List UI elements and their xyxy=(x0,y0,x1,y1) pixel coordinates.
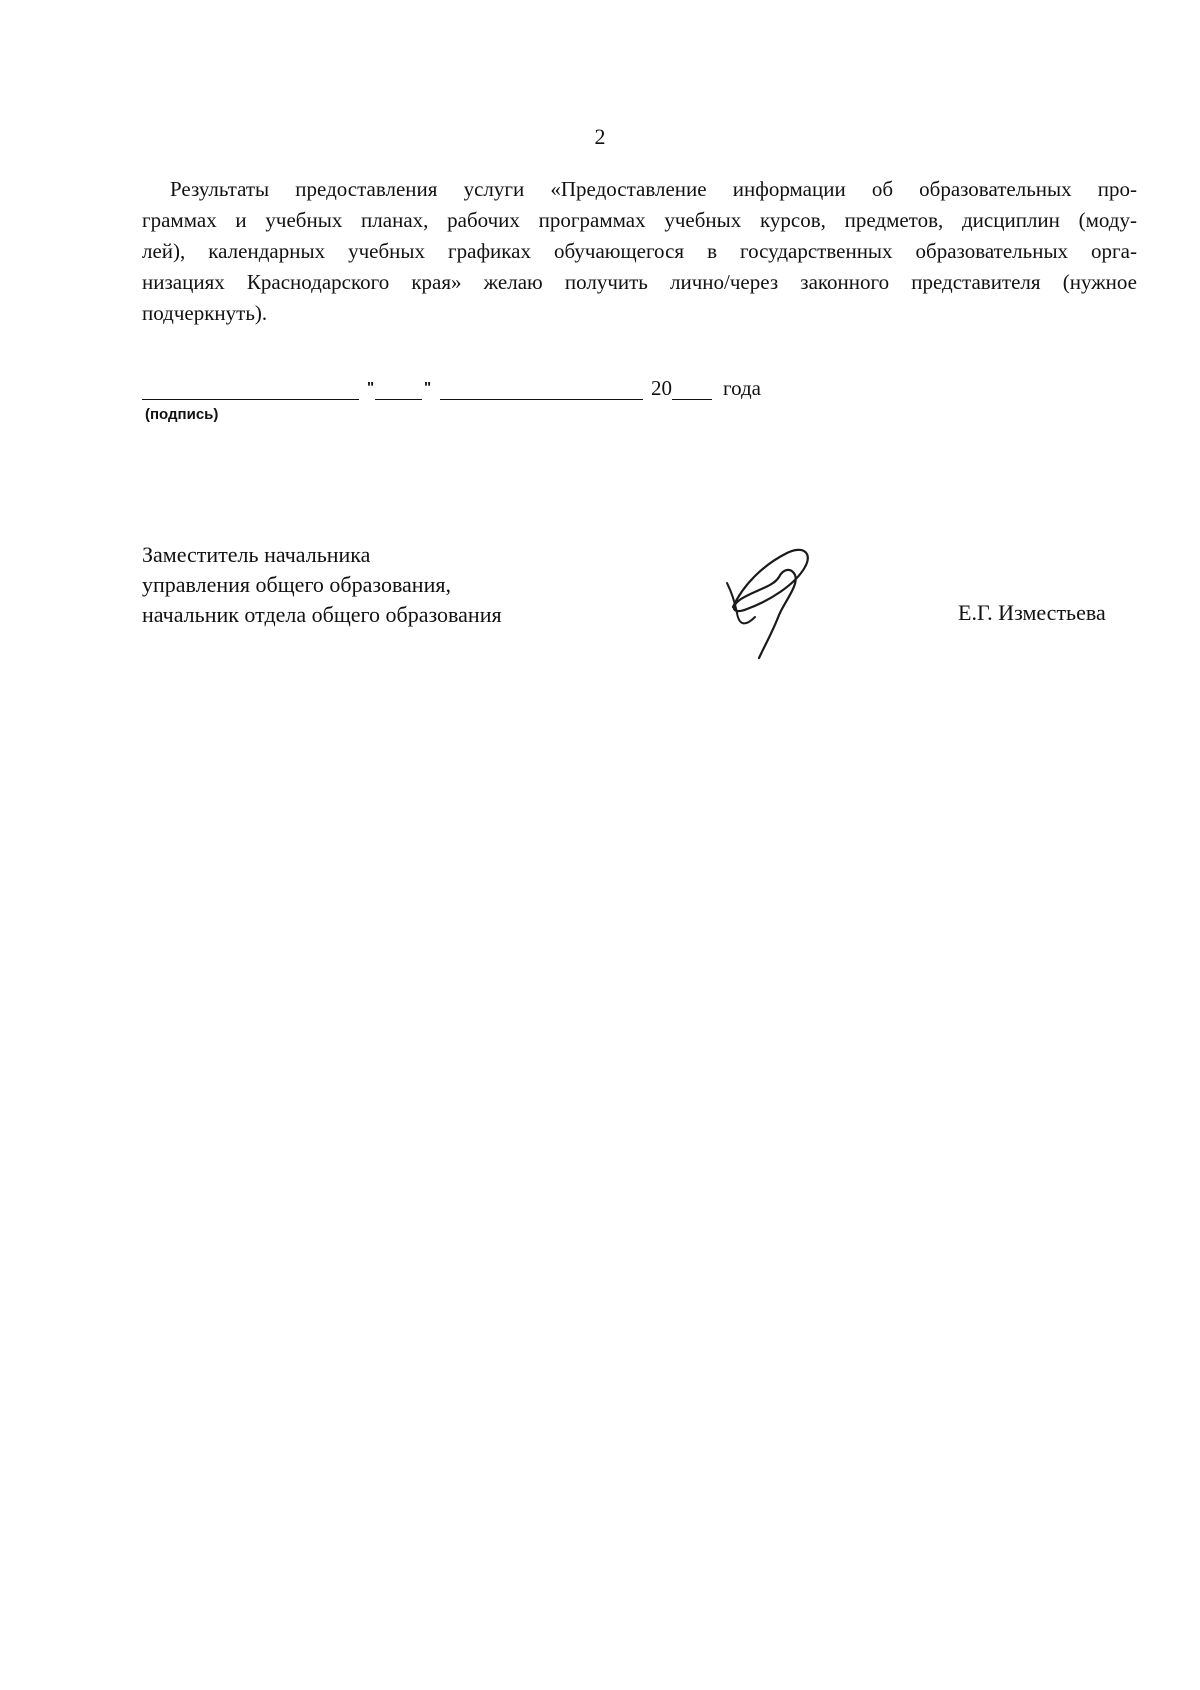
signature-stroke xyxy=(727,583,755,623)
month-blank xyxy=(440,399,643,400)
position-title-line: управления общего образования, xyxy=(142,572,451,597)
paragraph-line: граммах и учебных планах, рабочих программах учебных курсов, предметов, дисциплин (моду- xyxy=(142,208,1137,232)
year-blank xyxy=(672,399,712,400)
paragraph-line: лей), календарных учебных графиках обучающегося в государственных образовательных орга- xyxy=(142,239,1137,263)
quote-open: " xyxy=(367,379,375,396)
paragraph-line: Результаты предоставления услуги «Предоставление информации об образовательных про- xyxy=(170,177,1137,201)
day-blank xyxy=(375,399,422,400)
date-signature-row xyxy=(142,373,842,407)
quote-close: " xyxy=(424,379,432,396)
position-title-line: Заместитель начальника xyxy=(142,542,371,567)
year-suffix: года xyxy=(723,376,761,400)
signature-stroke xyxy=(733,550,808,658)
signer-name: Е.Г. Изместьева xyxy=(958,600,1106,625)
page-number: 2 xyxy=(594,124,606,149)
request-paragraph xyxy=(142,174,1137,329)
signature-caption: (подпись) xyxy=(145,406,219,423)
position-title-line: начальник отдела общего образования xyxy=(142,602,502,627)
handwritten-signature xyxy=(725,545,830,660)
paragraph-line: подчеркнуть). xyxy=(142,301,268,325)
year-prefix: 20 xyxy=(651,376,672,400)
paragraph-line: низациях Краснодарского края» желаю получить лично/через законного представителя (нужное xyxy=(142,270,1137,294)
signature-blank xyxy=(142,399,359,400)
position-title xyxy=(142,540,502,630)
